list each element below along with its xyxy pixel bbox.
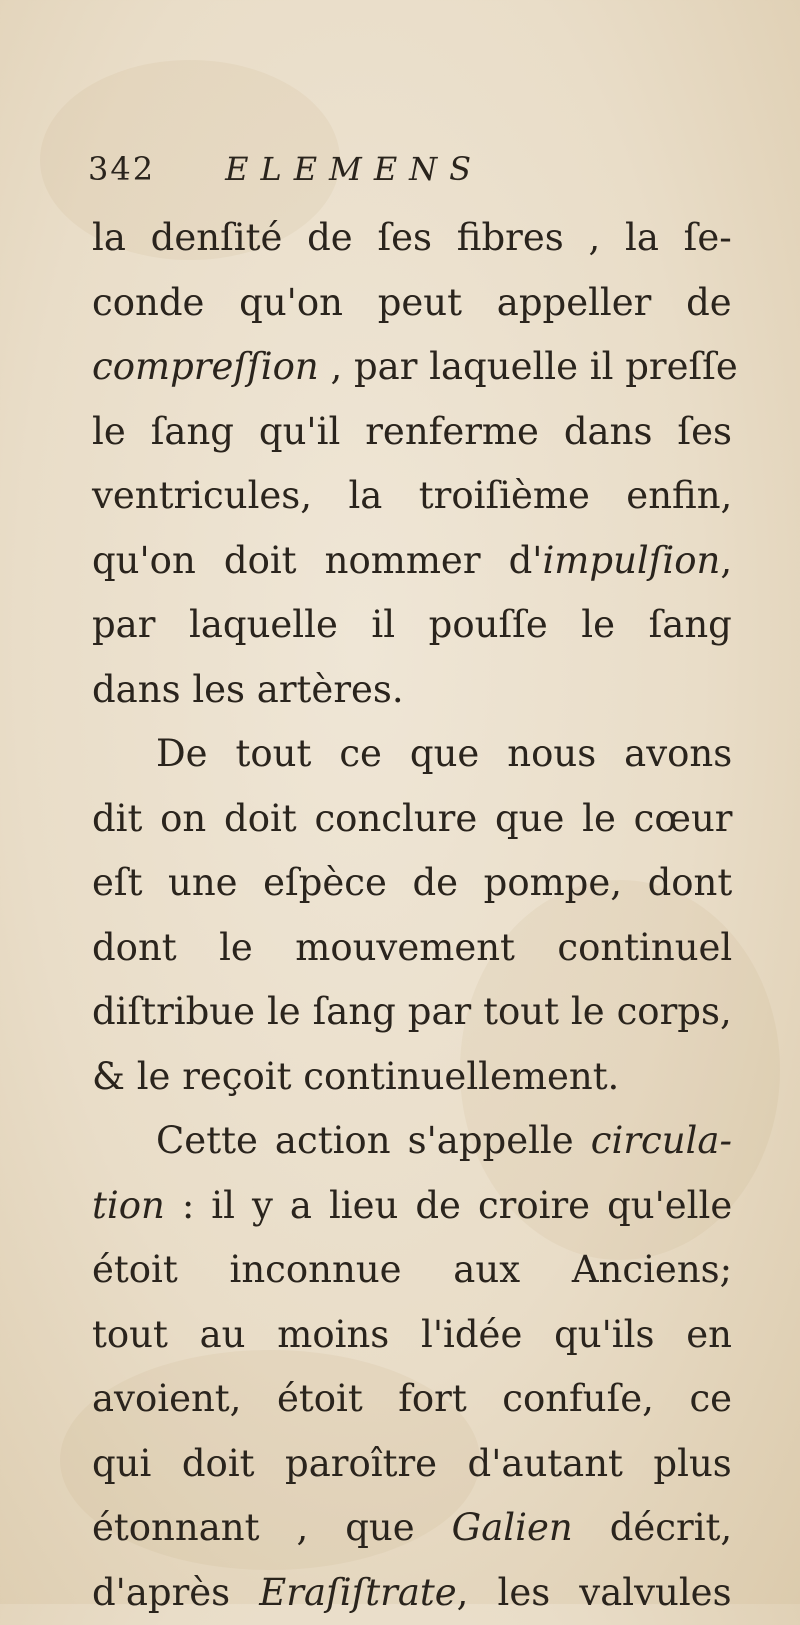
text-line bbox=[92, 1238, 732, 1303]
running-head: ELEMENS bbox=[225, 150, 483, 188]
body-text bbox=[92, 206, 732, 1625]
text-line bbox=[92, 1174, 732, 1239]
text-line bbox=[92, 1561, 732, 1625]
text-span: & le reçoit continuellement. bbox=[92, 1045, 619, 1110]
text-span: décrit, bbox=[573, 1496, 732, 1561]
italic-term: impulſion bbox=[542, 529, 720, 594]
page-number: 342 bbox=[88, 150, 155, 188]
italic-term: circula- bbox=[591, 1109, 732, 1174]
text-line bbox=[92, 1367, 732, 1432]
text-line bbox=[92, 1045, 732, 1110]
italic-term: tion bbox=[92, 1174, 165, 1239]
text-line bbox=[92, 916, 732, 981]
text-span: De tout ce que nous avons bbox=[156, 722, 732, 787]
text-span: eſt une eſpèce de pompe, dont bbox=[92, 851, 732, 916]
text-span: par laquelle il pouſſe le ſang bbox=[92, 593, 732, 658]
text-line bbox=[92, 658, 732, 723]
text-span: tout au moins l'idée qu'ils en bbox=[92, 1303, 732, 1368]
text-line bbox=[92, 529, 732, 594]
text-line bbox=[92, 980, 732, 1045]
text-span: dont le mouvement continuel bbox=[92, 916, 732, 981]
text-line bbox=[92, 1432, 732, 1497]
text-span: , bbox=[720, 529, 732, 594]
text-span: étoit inconnue aux Anciens; bbox=[92, 1238, 732, 1303]
page-header bbox=[88, 150, 648, 194]
text-span: dans les artères. bbox=[92, 658, 404, 723]
text-span: , les valvules bbox=[457, 1561, 732, 1625]
text-span: dit on doit conclure que le cœur bbox=[92, 787, 732, 852]
text-line bbox=[92, 400, 732, 465]
italic-name: Eraſiſtrate bbox=[259, 1561, 456, 1625]
text-span: la denſité de ſes fibres , la ſe- bbox=[92, 206, 732, 271]
text-span: étonnant , que bbox=[92, 1496, 452, 1561]
text-span: Cette action s'appelle bbox=[156, 1109, 591, 1174]
text-line bbox=[92, 1496, 732, 1561]
text-line bbox=[92, 335, 732, 400]
text-line bbox=[92, 271, 732, 336]
text-span: diſtribue le ſang par tout le corps, bbox=[92, 980, 732, 1045]
text-line bbox=[92, 1303, 732, 1368]
text-line bbox=[92, 1109, 732, 1174]
text-line bbox=[92, 593, 732, 658]
text-span: ventricules, la troiſième enfin, bbox=[92, 464, 732, 529]
text-span: , par laquelle il preſſe bbox=[319, 335, 738, 400]
text-span: conde qu'on peut appeller de bbox=[92, 271, 732, 336]
italic-name: Galien bbox=[452, 1496, 573, 1561]
text-span: d'après bbox=[92, 1561, 259, 1625]
text-span: le ſang qu'il renferme dans ſes bbox=[92, 400, 732, 465]
italic-term: compreſſion bbox=[92, 335, 319, 400]
text-line bbox=[92, 206, 732, 271]
text-span: : il y a lieu de croire qu'elle bbox=[165, 1174, 732, 1239]
text-span: qu'on doit nommer d' bbox=[92, 529, 542, 594]
text-line bbox=[92, 464, 732, 529]
text-line bbox=[92, 787, 732, 852]
text-line bbox=[92, 722, 732, 787]
text-span: avoient, étoit fort confuſe, ce bbox=[92, 1367, 732, 1432]
text-span: qui doit paroître d'autant plus bbox=[92, 1432, 732, 1497]
text-line bbox=[92, 851, 732, 916]
